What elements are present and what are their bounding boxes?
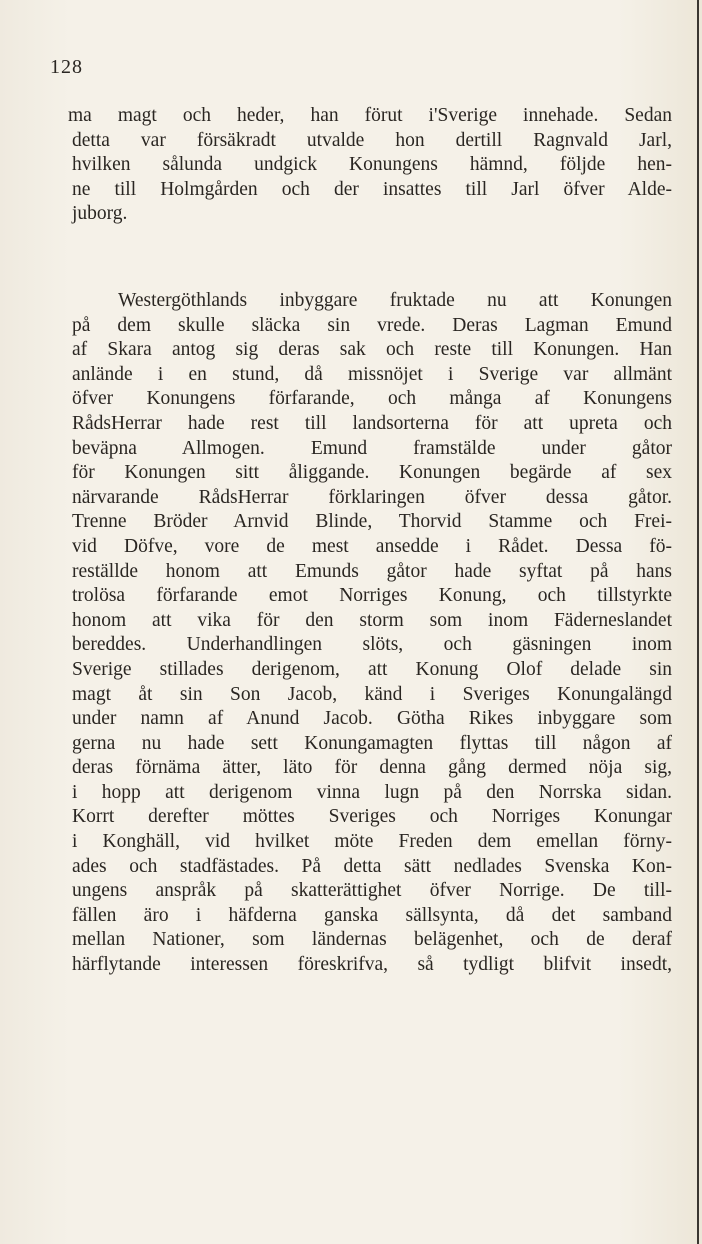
text-line: honom att vika för den storm som inom Fäderneslandet [72,609,672,631]
text-line: deras förnäma ätter, läto för denna gång dermed nöja sig, [72,757,672,779]
text-line: öfver Konungens förfarande, och många af Konungens [72,388,672,410]
text-line: hvilken sålunda undgick Konungens hämnd, följde hen- [72,154,672,176]
text-line: trolösa förfarande emot Norriges Konung, och tillstyrkte [72,585,672,607]
text-line: i Konghäll, vid hvilket möte Freden dem emellan förny- [72,831,672,853]
text-line: reställde honom att Emunds gåtor hade syftat på hans [72,560,672,582]
text-line: på dem skulle släcka sin vrede. Deras Lagman Emund [72,314,672,336]
text-line: ma magt och heder, han förut i'Sverige innehade. Sedan [68,105,672,126]
text-line: mellan Nationer, som ländernas belägenhet, och de deraf [72,929,672,951]
text-line: Sverige stillades derigenom, att Konung Olof delade sin [72,658,672,680]
text-line: ne till Holmgården och der insattes till Jarl öfver Alde- [72,178,672,200]
text-line: ades och stadfästades. På detta sätt nedlades Svenska Kon- [72,855,672,877]
paragraph-2 [72,289,672,978]
text-line: beväpna Allmogen. Emund framstälde under gåtor [72,437,672,459]
page-number: 128 [50,56,83,78]
text-line: för Konungen sitt åliggande. Konungen begärde af sex [72,462,672,484]
text-line: detta var försäkradt utvalde hon dertill Ragnvald Jarl, [72,129,672,151]
text-line: närvarande RådsHerrar förklaringen öfver dessa gåtor. [72,486,672,508]
text-line: fällen äro i häfderna ganska sällsynta, då det samband [72,904,672,926]
text-line: härflytande interessen föreskrifva, så tydligt blifvit insedt, [72,954,672,976]
text-line: under namn af Anund Jacob. Götha Rikes inbyggare som [72,708,672,730]
text-line: juborg. [72,203,128,225]
text-line: RådsHerrar hade rest till landsorterna för att upreta och [72,412,672,434]
text-line: bereddes. Underhandlingen slöts, och gäsningen inom [72,634,672,656]
page-edge [697,0,699,1244]
text-line: af Skara antog sig deras sak och reste till Konungen. Han [72,339,672,361]
text-line: Trenne Bröder Arnvid Blinde, Thorvid Stamme och Frei- [72,511,672,533]
text-line: i hopp att derigenom vinna lugn på den Norrska sidan. [72,781,672,803]
text-line: gerna nu hade sett Konungamagten flyttas till någon af [72,732,672,754]
text-line: anlände i en stund, då missnöjet i Sverige var allmänt [72,363,672,385]
text-line: Westergöthlands inbyggare fruktade nu att Konungen [118,290,672,311]
text-line: magt åt sin Son Jacob, känd i Sveriges Konungalängd [72,683,672,705]
text-line: Korrt derefter möttes Sveriges och Norriges Konungar [72,806,672,828]
paragraph-1 [68,104,672,227]
text-line: ungens anspråk på skatterättighet öfver Norrige. De till- [72,880,672,902]
text-line: vid Döfve, vore de mest ansedde i Rådet. Dessa fö- [72,535,672,557]
